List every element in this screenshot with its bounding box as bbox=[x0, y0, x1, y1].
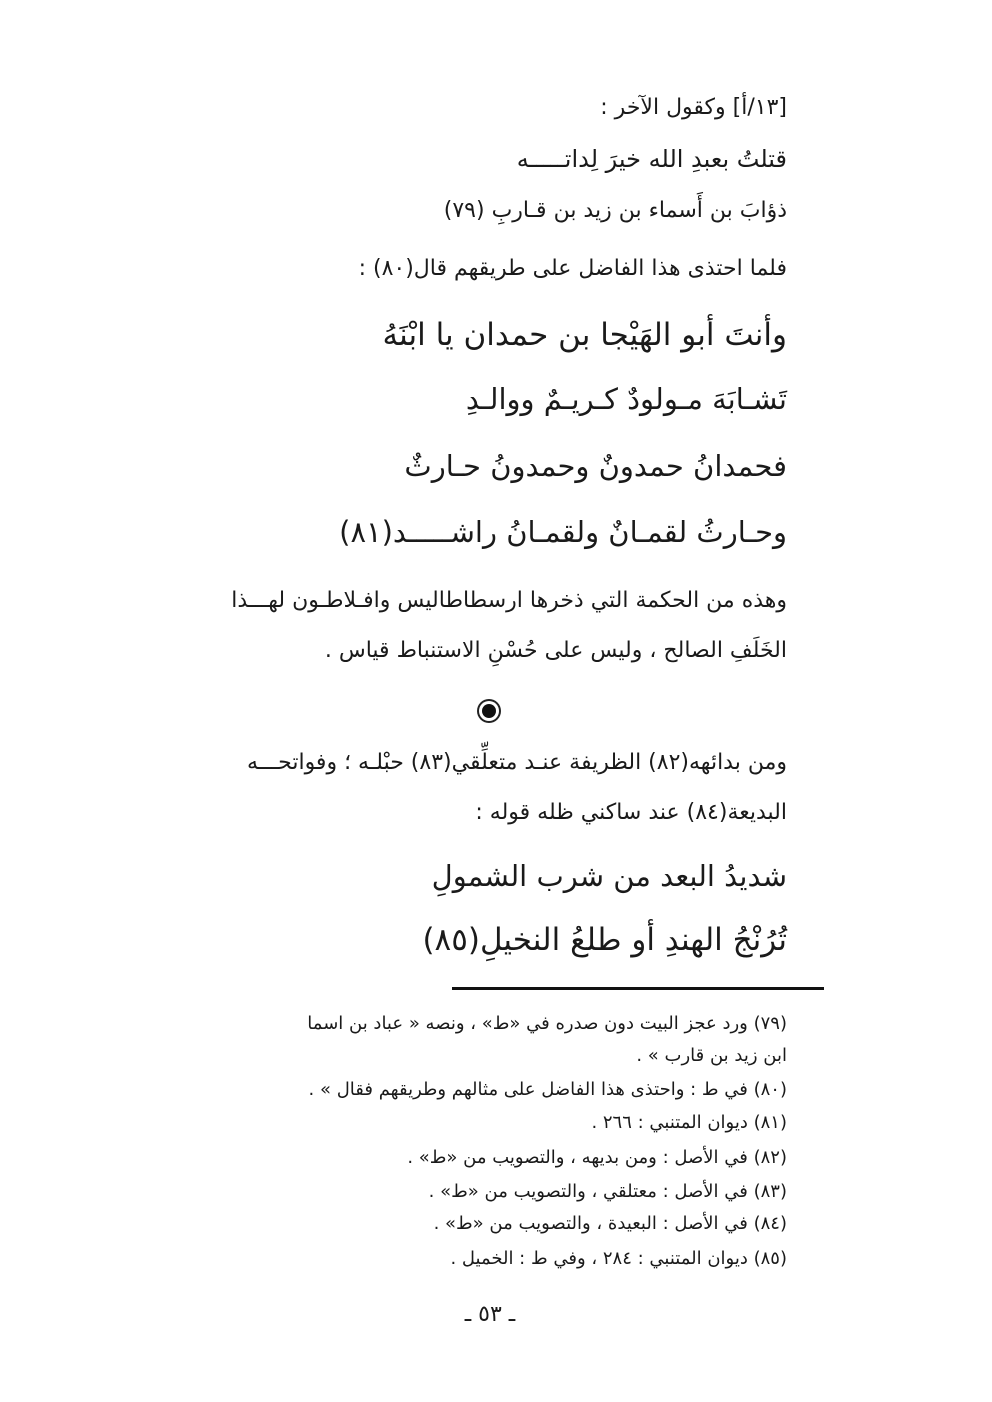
footnote-81: (٨١) ديوان المتنبي : ٢٦٦ . bbox=[591, 1112, 787, 1133]
text-line-badaih-2: البديعة(٨٤) عند ساكني ظله قوله : bbox=[475, 800, 787, 825]
footnote-80: (٨٠) في ط : واحتذى هذا الفاضل على مثالهم وطريقهم فقال » . bbox=[308, 1079, 787, 1100]
page-number: ـ ٥٣ ـ bbox=[464, 1302, 516, 1327]
footnote-82: (٨٢) في الأصل : ومن بديهه ، والتصويب من «ط» . bbox=[407, 1147, 787, 1168]
verse-line-3: وأنتَ أبو الهَيْجا بن حمدان يا ابْنَهُ bbox=[382, 317, 787, 353]
text-line-intro: [١٣/أ] وكقول الآخر : bbox=[600, 95, 787, 120]
section-separator-dot bbox=[482, 704, 496, 718]
verse-line-4: تَشـابَهَ مـولودٌ كـريـمٌ ووالـدِ bbox=[465, 382, 787, 416]
verse-line-1: قتلتُ بعبدِ الله خيرَ لِداتـــــه bbox=[516, 145, 787, 173]
verse-line-6: وحـارثُ لقمـانٌ ولقمـانُ راشـــــد(٨١) bbox=[339, 515, 787, 549]
verse-line-8: تُرُنْجُ الهندِ أو طلعُ النخيلِ(٨٥) bbox=[422, 922, 787, 958]
text-line-wisdom-2: الخَلَفِ الصالح ، وليس على حُسْنِ الاستنباط قياس . bbox=[324, 638, 787, 663]
footnote-85: (٨٥) ديوان المتنبي : ٢٨٤ ، وفي ط : الخميل . bbox=[450, 1248, 787, 1269]
verse-line-7: شديدُ البعد من شرب الشمولِ bbox=[431, 859, 787, 893]
footnote-84: (٨٤) في الأصل : البعيدة ، والتصويب من «ط» . bbox=[433, 1213, 787, 1234]
text-line-badaih-1: ومن بدائهه(٨٢) الظريفة عنـد متعلِّقي(٨٣) حبْلـه ؛ وفواتحـــه bbox=[247, 750, 787, 775]
text-line-wisdom-1: وهذه من الحكمة التي ذخرها ارسطاطاليس وافـلاطـون لهـــذا bbox=[231, 588, 787, 613]
verse-line-2: ذؤابَ بن أَسماء بن زيد بن قـاربِ (٧٩) bbox=[443, 198, 787, 223]
verse-line-5: فحمدانُ حمدونٌ وحمدونُ حـارثٌ bbox=[404, 449, 787, 483]
text-line-transition: فلما احتذى هذا الفاضل على طريقهم قال(٨٠) : bbox=[358, 256, 787, 281]
footnote-79: (٧٩) ورد عجز البيت دون صدره في «ط» ، ونصه « عباد بن اسما bbox=[307, 1013, 787, 1034]
footnote-79-cont: ابن زيد بن قارب » . bbox=[636, 1045, 787, 1066]
footnote-83: (٨٣) في الأصل : معتلقي ، والتصويب من «ط» . bbox=[428, 1181, 787, 1202]
footnote-separator bbox=[452, 987, 824, 990]
